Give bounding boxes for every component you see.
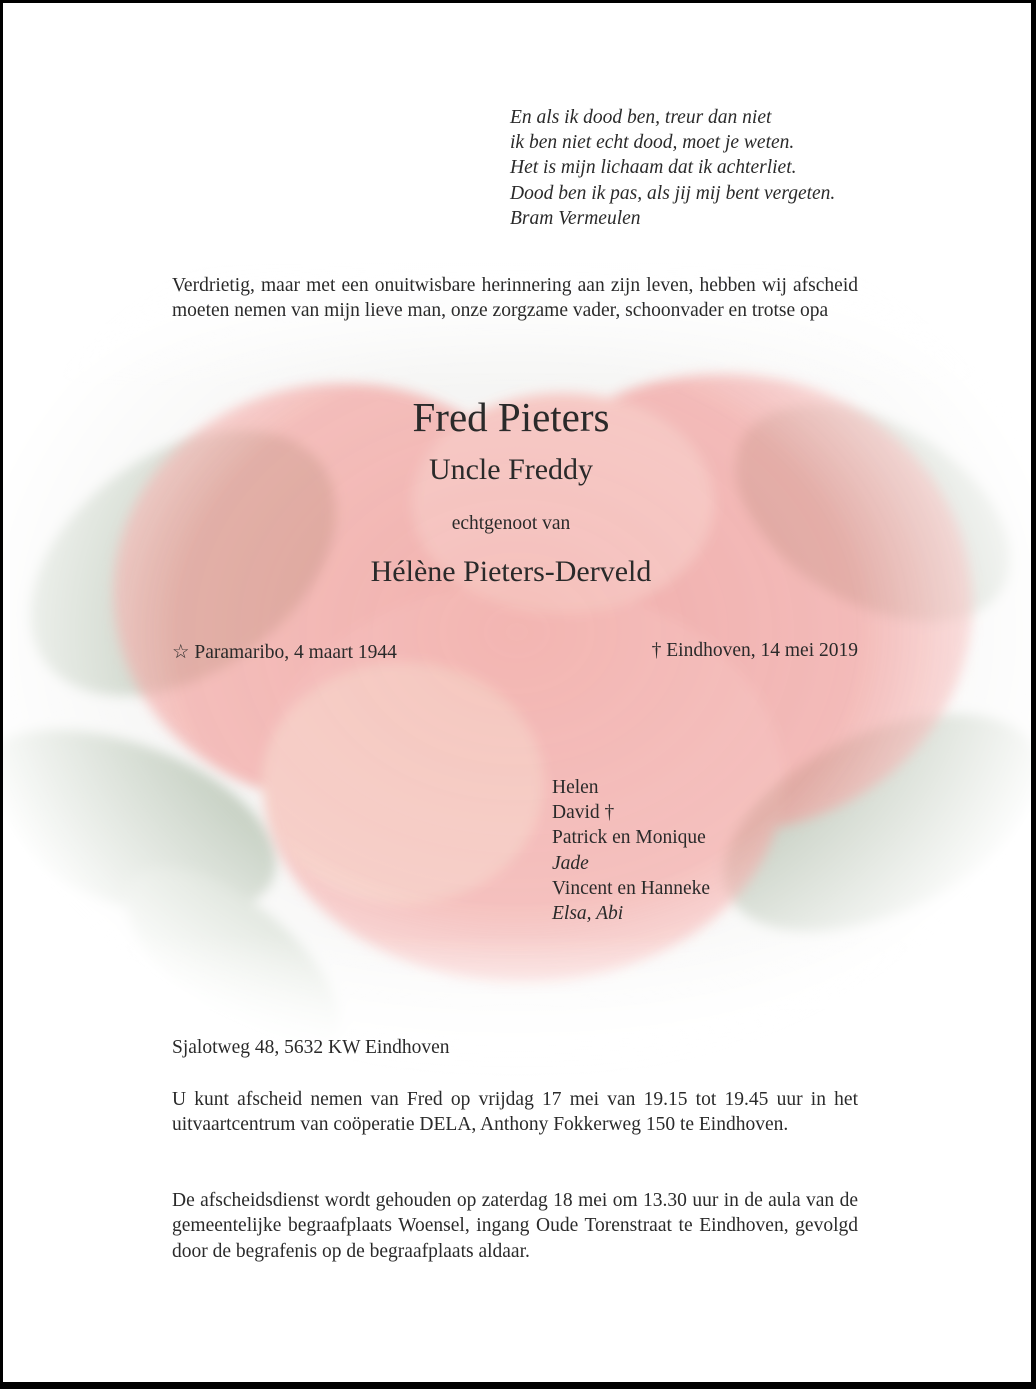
family-list [552,775,710,926]
bottom-border [0,1382,1036,1389]
deceased-nickname: Uncle Freddy [428,453,594,486]
poem-line: Het is mijn lichaam dat ik achterliet. [510,157,797,179]
grandchildren: Elsa, Abi [552,903,624,925]
spouse-name: Hélène Pieters-Derveld [370,555,652,588]
background-flower-image [3,263,1031,1083]
poem [510,105,835,231]
address: Sjalotweg 48, 5632 KW Eindhoven [172,1037,450,1058]
poem-line: ik ben niet echt dood, moet je weten. [510,132,795,154]
poem-line: En als ik dood ben, treur dan niet [510,107,772,128]
poem-line: Dood ben ik pas, als jij mij bent vergeten. [510,182,836,204]
deceased-name: Fred Pieters [412,394,610,440]
poem-author: Bram Vermeulen [510,207,641,229]
family-member: Helen [552,777,599,798]
death-info: † Eindhoven, 14 mei 2019 [651,640,858,661]
right-border [1031,0,1036,1389]
intro-text: Verdrietig, maar met een onuitwisbare herinnering aan zijn leven, hebben wij afscheid moeten nemen van mijn lieve man, onze zorgzame vader, schoonvader en trotse opa [172,275,858,321]
obituary-page [3,3,1031,1382]
spouse-label: echtgenoot van [451,513,571,534]
grandchild: Jade [552,852,589,874]
service-info: De afscheidsdienst wordt gehouden op zaterdag 18 mei om 13.30 uur in de aula van de gemeentelijke begraafplaats Woensel, ingang Oude Torenstraat te Eindhoven, gevolgd door de begrafenis op de begraafplaats aldaar. [172,1190,858,1262]
family-member: Vincent en Hanneke [552,877,711,899]
family-member: David † [552,802,615,824]
family-member: Patrick en Monique [552,827,706,849]
viewing-info: U kunt afscheid nemen van Fred op vrijdag 17 mei van 19.15 tot 19.45 uur in het uitvaartcentrum van coöperatie DELA, Anthony Fokkerweg 150 te Eindhoven. [172,1089,858,1136]
birth-info: ☆ Paramaribo, 4 maart 1944 [172,642,397,663]
